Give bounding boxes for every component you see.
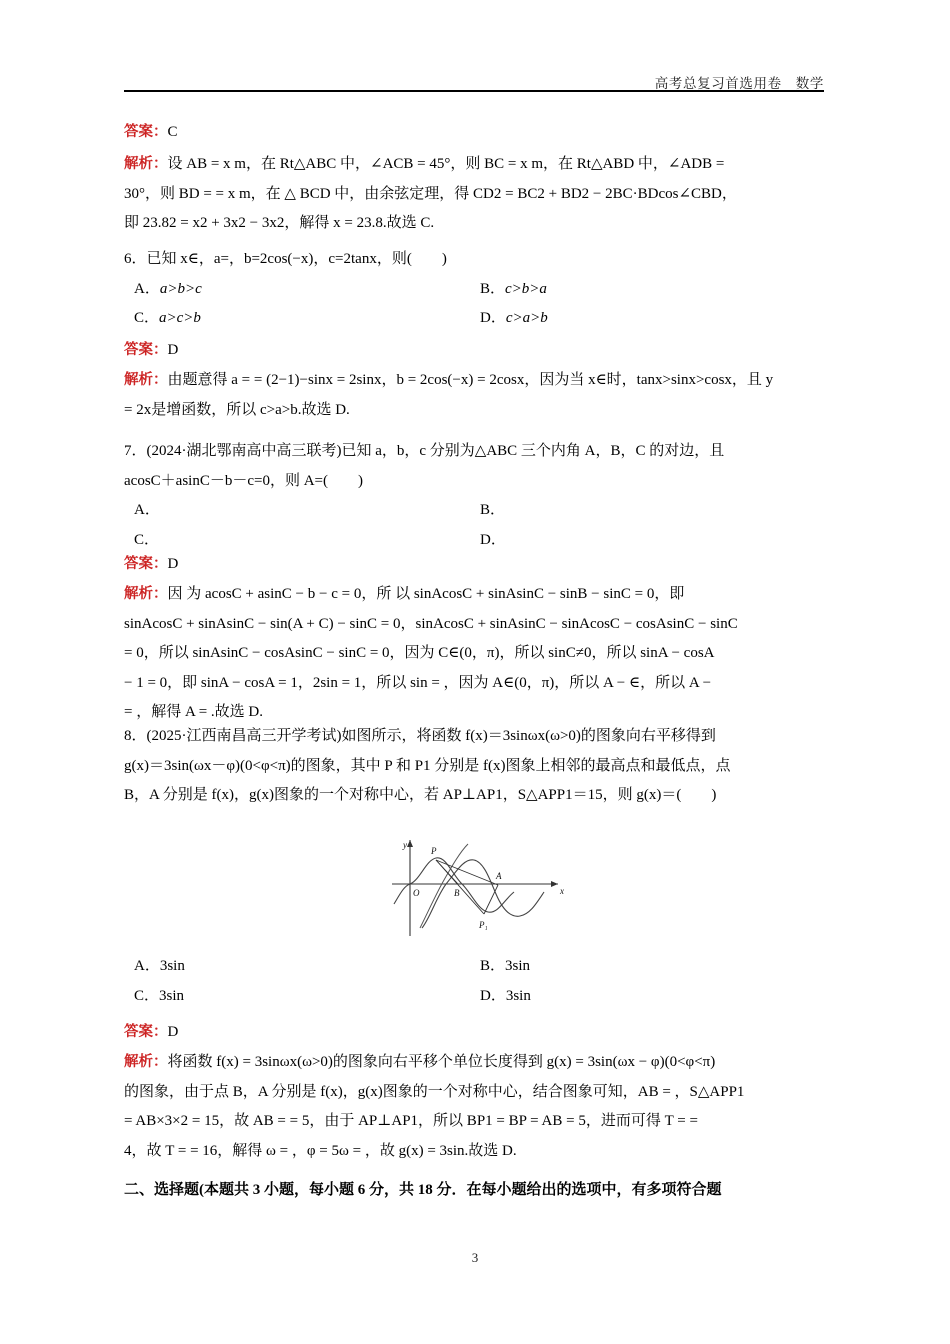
q6-option-c[interactable] xyxy=(124,304,480,334)
gx-curve xyxy=(422,860,544,928)
option-b-label: B． xyxy=(480,958,506,974)
q8-analysis-line-1 xyxy=(124,1048,826,1078)
x-axis-arrow xyxy=(551,881,558,887)
question-8 xyxy=(124,722,826,811)
analysis-label: 解析： xyxy=(124,156,168,172)
q6-option-b-text: c>b>a xyxy=(505,280,547,297)
q5-analysis-line-2 xyxy=(124,180,826,210)
q8-option-d[interactable] xyxy=(480,982,826,1012)
q6-option-c-text: a>c>b xyxy=(159,310,201,326)
fx-curve xyxy=(394,858,514,912)
option-c-label: C． xyxy=(134,531,160,548)
q8-analysis-line-3 xyxy=(124,1107,826,1137)
q6-option-row-1 xyxy=(124,275,826,305)
q7-stem-line-1: 7．(2024·湖北鄂南高中高三联考)已知 a，b，c 分别为△ABC 三个内角 A，B，C 的对边，且 xyxy=(124,443,725,459)
q7-analysis-line-2 xyxy=(124,610,826,640)
q8-option-row-1 xyxy=(124,952,826,982)
q8-analysis-text-2: 的图象，由于点 B，A 分别是 f(x)，g(x)图象的一个对称中心，结合图象可知，AB = ，S△APP1 xyxy=(124,1083,745,1100)
section-two-heading xyxy=(124,1176,826,1206)
q5-answer-value: C xyxy=(167,124,178,140)
q8-option-row-2 xyxy=(124,982,826,1012)
q8-sine-graph-figure xyxy=(380,836,580,940)
option-c-label: C． xyxy=(134,987,160,1004)
q6-option-b[interactable] xyxy=(480,275,826,305)
q8-option-b[interactable] xyxy=(480,952,826,982)
segment-p-a xyxy=(436,860,498,885)
answer-label: 答案： xyxy=(124,556,168,572)
q8-analysis-line-4 xyxy=(124,1137,826,1167)
q6-analysis-text-1: 由题意得 a = = (2−1)−sinx = 2sinx，b = 2cos(−x) = 2cosx，因为当 x∈时，tanx>sinx>cosx，且 y xyxy=(167,372,774,388)
q6-option-d-text: c>a>b xyxy=(505,310,548,326)
q8-answer-value: D xyxy=(167,1024,179,1040)
label-p1: P₁ xyxy=(479,920,488,930)
label-a: A xyxy=(496,871,502,881)
option-a-label: A． xyxy=(134,502,160,518)
q5-answer-row xyxy=(124,118,826,148)
q6-analysis-text-2: = 2x是增函数，所以 c>a>b.故选 D. xyxy=(124,401,350,418)
q7-option-a[interactable] xyxy=(124,496,480,526)
q6-option-row-2 xyxy=(124,304,826,334)
q6-analysis-block xyxy=(124,366,826,425)
y-axis-arrow xyxy=(407,840,413,847)
q5-analysis-text-2: 30°，则 BD = = x m，在 △ BCD 中，由余弦定理，得 CD2 = BC2 + BD2 − 2BC·BDcos∠CBD， xyxy=(124,185,737,202)
q6-option-a-text: a>b>c xyxy=(159,280,202,297)
q8-stem-line-3: B，A 分别是 f(x)，g(x)图象的一个对称中心，若 AP⊥AP1，S△APP1＝15，则 g(x)＝( ) xyxy=(124,787,717,803)
q7-option-row-1 xyxy=(124,496,826,526)
q7-analysis-text-2: sinAcosC + sinAsinC − sin(A + C) − sinC = 0，sinAcosC + sinAsinC − sinAcosC − cosAsinC − sinC xyxy=(124,615,738,632)
q8-options xyxy=(124,952,826,1011)
q7-stem-line-2: acosC＋asinC－b－c=0，则 A=( ) xyxy=(124,472,363,489)
analysis-label: 解析： xyxy=(124,586,168,602)
q8-option-c[interactable] xyxy=(124,982,480,1012)
label-x-axis: x xyxy=(560,886,564,896)
option-b-label: B． xyxy=(480,502,506,518)
q8-answer-row xyxy=(124,1018,826,1048)
q5-analysis-block xyxy=(124,150,826,239)
q6-option-a[interactable] xyxy=(124,275,480,305)
option-d-label: D． xyxy=(480,987,506,1004)
q8-analysis-text-4: 4，故 T = = 16，解得 ω = ，φ = 5ω = ，故 g(x) = 3sin.故选 D. xyxy=(124,1142,517,1159)
q7-answer-line xyxy=(124,550,826,580)
q8-option-d-text: 3sin xyxy=(505,987,531,1004)
answer-label: 答案： xyxy=(124,342,168,358)
label-b: B xyxy=(454,888,460,898)
answer-label: 答案： xyxy=(124,1024,168,1040)
header-divider-rule xyxy=(124,90,824,92)
q8-answer-line xyxy=(124,1018,826,1048)
q8-analysis-text-3: = AB×3×2 = 15，故 AB = = 5，由于 AP⊥AP1，所以 BP1 = BP = AB = 5，进而可得 T = = xyxy=(124,1113,698,1129)
q6-option-d[interactable] xyxy=(480,304,826,334)
q8-option-b-text: 3sin xyxy=(505,958,531,974)
q7-analysis-text-5: = ，解得 A = .故选 D. xyxy=(124,704,264,720)
q8-stem-line-2: g(x)＝3sin(ωx－φ)(0<φ<π)的图象，其中 P 和 P1 分别是 f(x)图象上相邻的最高点和最低点，点 xyxy=(124,757,731,774)
q5-answer-line xyxy=(124,118,826,148)
q6-analysis-line-2 xyxy=(124,396,826,426)
q8-stem-line-1: 8．(2025·江西南昌高三开学考试)如图所示，将函数 f(x)＝3sinωx(ω>0)的图象向右平移得到 xyxy=(124,728,716,744)
q8-option-a[interactable] xyxy=(124,952,480,982)
answer-label: 答案： xyxy=(124,124,168,140)
question-7 xyxy=(124,437,826,555)
option-a-label: A． xyxy=(134,958,160,974)
q7-analysis-line-4 xyxy=(124,669,826,699)
q6-analysis-line-1 xyxy=(124,366,826,396)
label-o: O xyxy=(413,888,420,898)
label-y-axis: y xyxy=(403,840,407,850)
q7-analysis-line-1 xyxy=(124,580,826,610)
option-d-label: D． xyxy=(480,531,506,548)
q7-analysis-text-4: − 1 = 0，即 sinA − cosA = 1，2sin = 1，所以 sin = ，因为 A∈(0，π)，所以 A − ∈，所以 A − xyxy=(124,674,712,691)
q7-answer-value: D xyxy=(167,556,179,572)
label-p: P xyxy=(431,846,437,856)
page-header-title: 高考总复习首选用卷 数学 xyxy=(654,76,824,91)
analysis-label: 解析： xyxy=(124,1054,168,1070)
q5-analysis-text-1: 设 AB = x m，在 Rt△ABC 中，∠ACB = 45°，则 BC = x m，在 Rt△ABD 中，∠ADB = xyxy=(167,156,725,172)
q7-analysis-line-3 xyxy=(124,639,826,669)
page-number: 3 xyxy=(471,1250,479,1265)
q7-answer-row xyxy=(124,550,826,580)
q7-analysis-text-3: = 0，所以 sinAsinC − cosAsinC − sinC = 0，因为 C∈(0，π)，所以 sinC≠0，所以 sinA − cosA xyxy=(124,645,715,661)
q8-option-c-text: 3sin xyxy=(159,987,185,1004)
q7-analysis-text-1: 因 为 acosC + asinC − b − c = 0，所 以 sinAcosC + sinAsinC − sinB − sinC = 0，即 xyxy=(167,586,685,602)
option-b-label: B． xyxy=(480,280,506,297)
q5-analysis-text-3: 即 23.82 = x2 + 3x2 − 3x2，解得 x = 23.8.故选 C. xyxy=(124,215,435,231)
q7-analysis-block xyxy=(124,580,826,728)
q8-option-a-text: 3sin xyxy=(159,958,185,974)
analysis-label: 解析： xyxy=(124,372,168,388)
q8-analysis-line-2 xyxy=(124,1078,826,1108)
q8-analysis-block xyxy=(124,1048,826,1166)
section-two-heading-text: 二、选择题(本题共 3 小题，每小题 6 分，共 18 分．在每小题给出的选项中，有多项符合题 xyxy=(124,1182,722,1198)
q8-analysis-text-1: 将函数 f(x) = 3sinωx(ω>0)的图象向右平移个单位长度得到 g(x) = 3sin(ωx − φ)(0<φ<π) xyxy=(167,1054,716,1070)
q7-option-b[interactable] xyxy=(480,496,826,526)
sine-curves-svg xyxy=(380,836,580,940)
q6-stem: 6．已知 x∈，a=，b=2cos(−x)，c=2tanx，则( ) xyxy=(124,251,447,267)
question-6 xyxy=(124,245,826,334)
q6-answer-row xyxy=(124,336,826,366)
q6-answer-value: D xyxy=(167,342,179,358)
option-c-label: C． xyxy=(134,310,160,326)
q6-answer-line xyxy=(124,336,826,366)
option-d-label: D． xyxy=(480,310,506,326)
q5-analysis-line-3 xyxy=(124,209,826,239)
option-a-label: A． xyxy=(134,280,160,297)
q5-analysis-line-1 xyxy=(124,150,826,180)
